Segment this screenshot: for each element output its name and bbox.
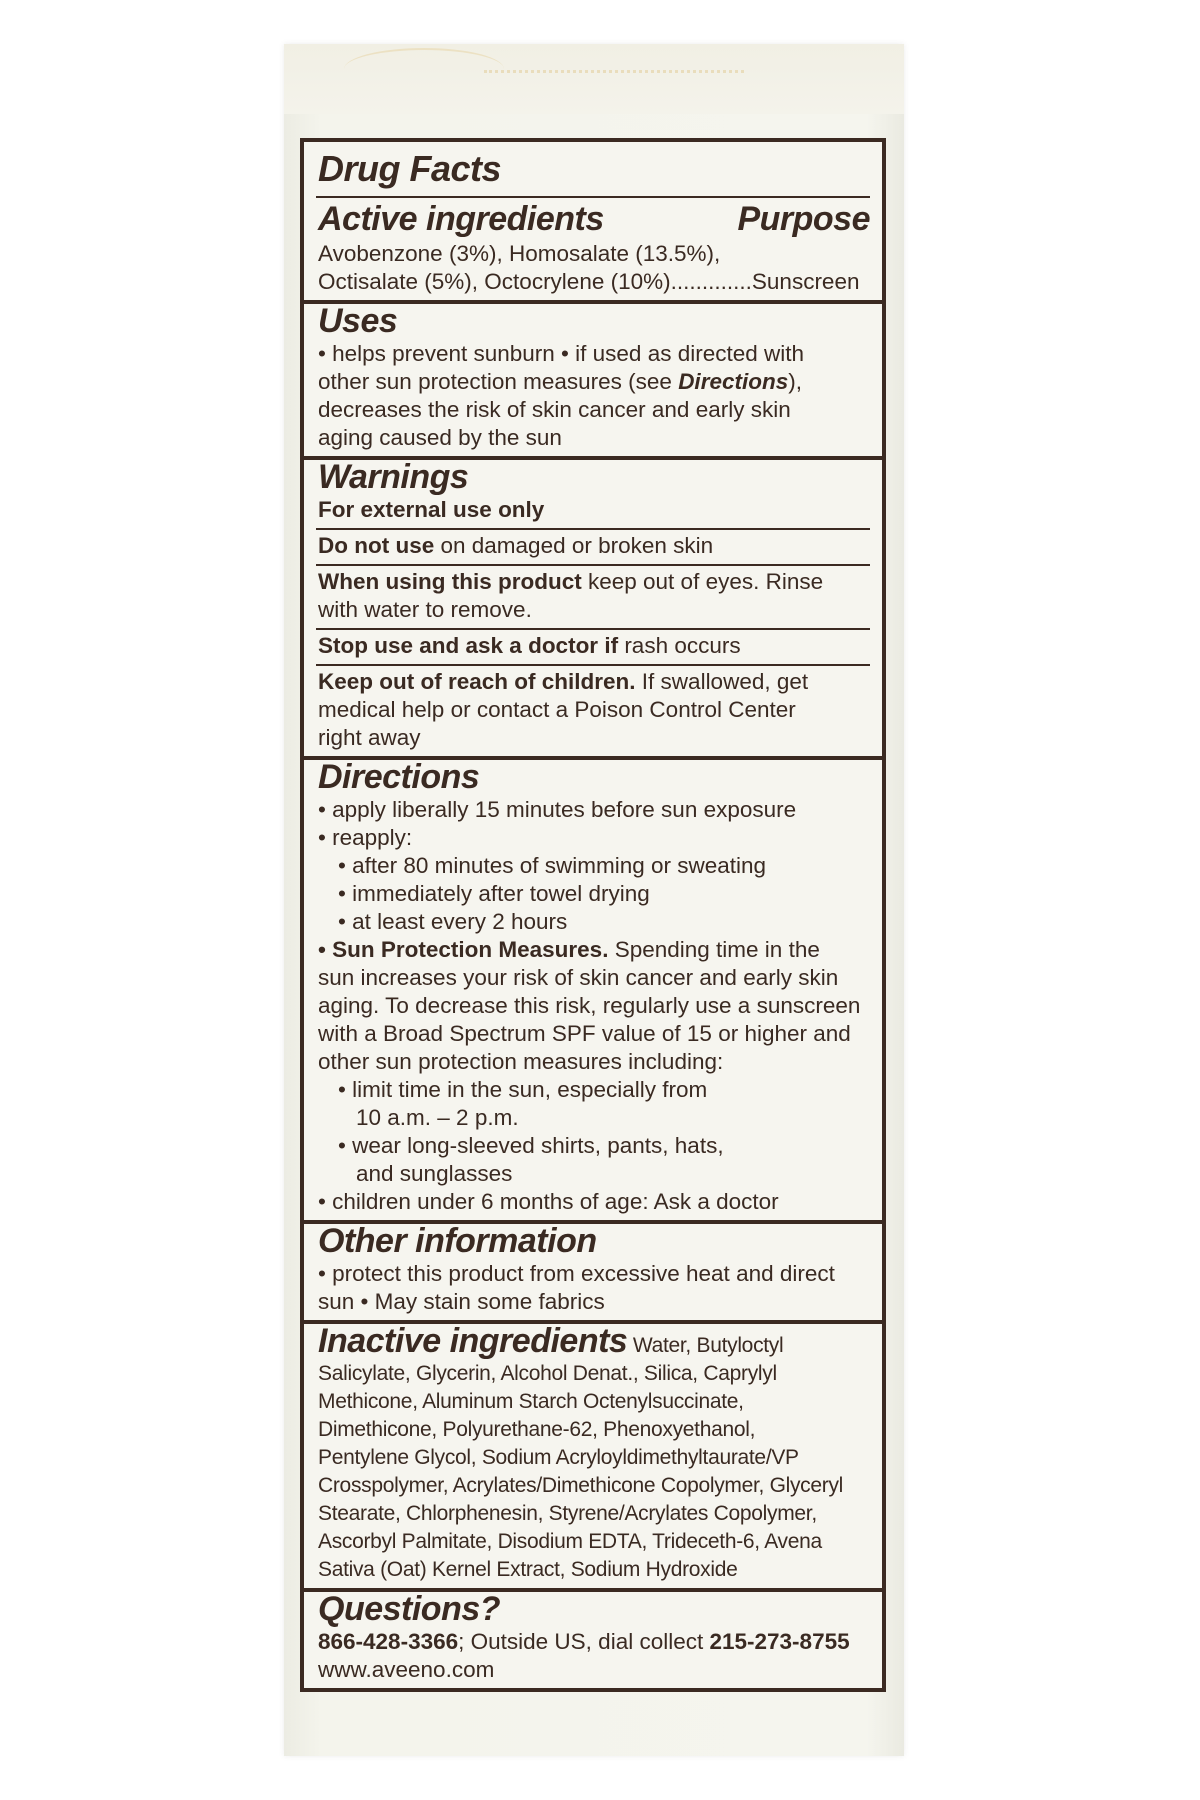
warnings-heading: Warnings xyxy=(318,458,469,496)
drug-facts-title: Drug Facts xyxy=(318,148,502,189)
when-using-line-2: with water to remove. xyxy=(318,597,532,622)
warnings-rule xyxy=(316,564,870,566)
inactive-line: Dimethicone, Polyurethane-62, Phenoxyethanol, xyxy=(318,1418,756,1441)
stop-use xyxy=(318,632,741,660)
directions-subline: 10 a.m. – 2 p.m. xyxy=(356,1105,519,1130)
keep-out-line-2: medical help or contact a Poison Control Center xyxy=(318,697,796,722)
directions-reference: Directions xyxy=(678,369,789,394)
uses-line-4: aging caused by the sun xyxy=(318,425,562,450)
stop-use-label: Stop use and ask a doctor if xyxy=(318,633,619,658)
outside-us-text: ; Outside US, dial collect xyxy=(458,1629,710,1654)
questions-phone-line xyxy=(318,1628,850,1656)
do-not-use xyxy=(318,532,713,560)
purpose-value: Sunscreen xyxy=(751,269,860,294)
directions-line: • children under 6 months of age: Ask a doctor xyxy=(318,1189,779,1214)
questions-heading: Questions? xyxy=(318,1590,501,1628)
website: www.aveeno.com xyxy=(318,1657,495,1682)
inactive-line: Methicone, Aluminum Starch Octenylsuccinate, xyxy=(318,1390,744,1413)
purpose-heading: Purpose xyxy=(737,200,870,238)
faint-print xyxy=(484,70,744,83)
directions-subline: • after 80 minutes of swimming or sweating xyxy=(338,853,767,878)
inactive-ingredients-heading: Inactive ingredients xyxy=(318,1322,628,1360)
directions-line: with a Broad Spectrum SPF value of 15 or higher and xyxy=(318,1021,851,1046)
keep-out-of-reach xyxy=(318,668,808,696)
sun-protection-label: • Sun Protection Measures. xyxy=(318,937,609,962)
sun-protection-measures xyxy=(318,936,820,964)
inactive-line: Crosspolymer, Acrylates/Dimethicone Copolymer, Glyceryl xyxy=(318,1474,844,1497)
sun-protection-text: Spending time in the xyxy=(608,937,820,962)
package-top-flap xyxy=(284,44,904,114)
stop-use-text: rash occurs xyxy=(618,633,741,658)
directions-line: sun increases your risk of skin cancer and early skin xyxy=(318,965,839,990)
active-ingredients-heading: Active ingredients xyxy=(318,200,604,238)
active-line-1: Avobenzone (3%), Homosalate (13.5%), xyxy=(318,241,721,266)
when-using xyxy=(318,568,823,596)
decorative-swoosh xyxy=(344,48,504,90)
directions-subline: • limit time in the sun, especially from xyxy=(338,1077,708,1102)
other-information-heading: Other information xyxy=(318,1222,597,1260)
keep-out-text: If swallowed, get xyxy=(635,669,809,694)
do-not-use-label: Do not use xyxy=(318,533,435,558)
uses-text: other sun protection measures (see xyxy=(318,369,679,394)
other-line-1: • protect this product from excessive heat and direct xyxy=(318,1261,835,1286)
uses-line-2 xyxy=(318,368,802,396)
active-line-2 xyxy=(318,268,859,296)
directions-line: • reapply: xyxy=(318,825,413,850)
directions-subline: and sunglasses xyxy=(356,1161,513,1186)
directions-heading: Directions xyxy=(318,758,480,796)
warnings-rule xyxy=(316,664,870,666)
directions-line: other sun protection measures including: xyxy=(318,1049,724,1074)
inactive-text: Water, Butyloctyl xyxy=(627,1334,784,1357)
directions-line: aging. To decrease this risk, regularly use a sunscreen xyxy=(318,993,861,1018)
phone-number: 866-428-3366 xyxy=(318,1629,459,1654)
uses-heading: Uses xyxy=(318,302,398,340)
when-using-text: keep out of eyes. Rinse xyxy=(581,569,824,594)
keep-out-line-3: right away xyxy=(318,725,421,750)
inactive-line: Ascorbyl Palmitate, Disodium EDTA, Trideceth-6, Avena xyxy=(318,1530,822,1553)
uses-line-1: • helps prevent sunburn • if used as directed with xyxy=(318,341,805,366)
warnings-rule xyxy=(316,528,870,530)
inactive-line: Stearate, Chlorphenesin, Styrene/Acrylates Copolymer, xyxy=(318,1502,817,1525)
collect-phone-number: 215-273-8755 xyxy=(709,1629,850,1654)
warnings-rule xyxy=(316,628,870,630)
drug-facts-panel xyxy=(300,138,886,1692)
leader-dots: ............. xyxy=(670,269,752,294)
directions-subline: • at least every 2 hours xyxy=(338,909,568,934)
uses-line-3: decreases the risk of skin cancer and early skin xyxy=(318,397,791,422)
inactive-line: Salicylate, Glycerin, Alcohol Denat., Silica, Caprylyl xyxy=(318,1362,777,1385)
active-ingredients-list: Octisalate (5%), Octocrylene (10%) xyxy=(318,269,671,294)
keep-out-label: Keep out of reach of children. xyxy=(318,669,636,694)
directions-subline: • wear long-sleeved shirts, pants, hats, xyxy=(338,1133,724,1158)
title-rule xyxy=(316,196,870,198)
other-line-2: sun • May stain some fabrics xyxy=(318,1289,605,1314)
inactive-line: Pentylene Glycol, Sodium Acryloyldimethyltaurate/VP xyxy=(318,1446,799,1469)
when-using-label: When using this product xyxy=(318,569,582,594)
directions-subline: • immediately after towel drying xyxy=(338,881,650,906)
uses-text: ), xyxy=(788,369,802,394)
inactive-line: Sativa (Oat) Kernel Extract, Sodium Hydroxide xyxy=(318,1558,738,1581)
directions-line: • apply liberally 15 minutes before sun exposure xyxy=(318,797,797,822)
external-use: For external use only xyxy=(318,497,545,522)
do-not-use-text: on damaged or broken skin xyxy=(434,533,714,558)
inactive-first-line xyxy=(318,1322,783,1360)
